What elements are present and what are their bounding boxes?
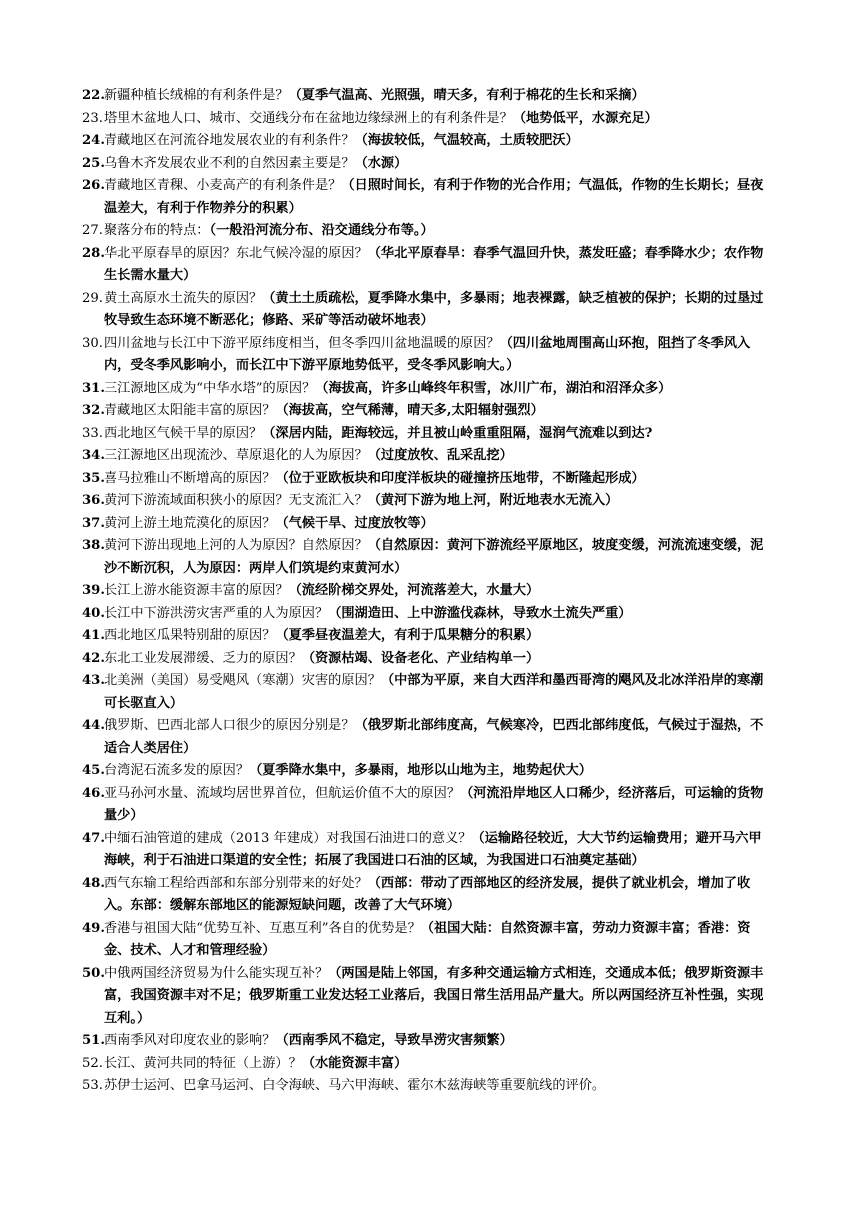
question-item [82, 400, 772, 423]
answer: （夏季降水集中，多暴雨，地形以山地为主，地势起伏大） [249, 763, 592, 778]
answer: （运输路径较近，大大节约运输费用；避开马六甲海峡，利于石油进口渠道的安全性；拓展了我国进口石油的区域，为我国进口石油奠定基础） [104, 830, 762, 868]
answer: （资源枯竭、设备老化、产业结构单一） [301, 650, 540, 666]
question-number: 30. [82, 335, 103, 351]
question-text [104, 400, 772, 423]
question-number: 40. [82, 605, 105, 621]
question: 青藏地区太阳能丰富的原因？ [104, 403, 276, 418]
answer: （西南季风不稳定，导致旱涝灾害频繁） [275, 1033, 513, 1048]
question-number: 41. [82, 628, 105, 643]
question: 中缅石油管道的建成（2013 年建成）对我国石油进口的意义？ [104, 830, 472, 846]
question: 三江源地区出现流沙、草原退化的人为原因？ [104, 448, 368, 463]
question-text [104, 153, 772, 176]
answer: （位于亚欧板块和印度洋板块的碰撞挤压地带，不断隆起形成） [275, 470, 645, 486]
question: 新疆种植长绒棉的有利条件是？ [104, 88, 289, 103]
question: 长江中下游洪涝灾害严重的人为原因？ [104, 605, 329, 621]
question-item [82, 220, 772, 243]
answer: （水源） [354, 155, 408, 171]
question-text [104, 715, 772, 760]
question-text [104, 220, 772, 243]
question-number: 43. [82, 673, 105, 688]
question-item [82, 918, 772, 963]
question-number: 53. [82, 1078, 103, 1093]
answer: （夏季气温高、光照强，晴天多，有利于棉花的生长和采摘） [288, 88, 645, 103]
question-item [82, 603, 772, 626]
question: 俄罗斯、巴西北部人口很少的原因分别是？ [104, 718, 355, 733]
question-text [104, 175, 772, 220]
answer: （夏季昼夜温差大，有利于瓜果糖分的积累） [275, 628, 540, 643]
question-number: 31. [82, 380, 105, 396]
question-number: 24. [82, 133, 105, 148]
question: 聚落分布的特点： [104, 223, 210, 238]
question-item [82, 513, 772, 536]
question-item [82, 108, 772, 131]
question-text [104, 828, 772, 873]
question-text [104, 108, 772, 131]
question: 长江、黄河共同的特征（上游）？ [104, 1055, 302, 1071]
answer: （河流沿岸地区人口稀少，经济落后，可运输的货物量少） [104, 785, 764, 823]
question-item [82, 85, 772, 108]
question-text [104, 1030, 772, 1053]
question: 黄河下游出现地上河的人为原因？自然原因？ [104, 538, 368, 553]
question-number: 25. [82, 155, 105, 171]
question-text [104, 963, 772, 1031]
question-item [82, 1030, 772, 1053]
question-text [104, 783, 772, 828]
question-item [82, 243, 772, 288]
answer: （黄河下游为地上河，附近地表水无流入） [367, 493, 619, 508]
answer: （深居内陆，距海较远，并且被山岭重重阻隔，湿润气流难以到达? [262, 425, 653, 441]
question-number: 28. [82, 245, 105, 261]
answer: （海拔较低，气温较高，土质较肥沃） [354, 133, 579, 148]
question: 黄土高原水土流失的原因？ [104, 290, 263, 306]
answer: （气候干旱、过度放牧等） [275, 515, 434, 531]
question-item [82, 535, 772, 580]
question: 喜马拉雅山不断增高的原因？ [104, 470, 276, 486]
question-item [82, 715, 772, 760]
question-text [104, 760, 772, 783]
question-number: 34. [82, 448, 105, 463]
question-text [104, 445, 772, 468]
question-item [82, 153, 772, 176]
answer: （西部：带动了西部地区的经济发展，提供了就业机会，增加了收入。东部：缓解东部地区的能源短缺问题，改善了大气环境） [104, 875, 751, 913]
question-text [104, 1075, 772, 1098]
question-item [82, 648, 772, 671]
question-text [104, 580, 772, 603]
question-number: 44. [82, 718, 105, 733]
question: 青藏地区在河流谷地发展农业的有利条件？ [104, 133, 355, 148]
question-number: 37. [82, 515, 105, 531]
question: 塔里木盆地人口、城市、交通线分布在盆地边缘绿洲上的有利条件是？ [104, 110, 513, 126]
question-text [104, 1053, 772, 1076]
answer: （祖国大陆：自然资源丰富，劳动力资源丰富；香港：资金、技术、人才和管理经验） [104, 920, 751, 958]
question-text [104, 85, 772, 108]
question: 黄河上游土地荒漠化的原因？ [104, 515, 276, 531]
question: 四川盆地与长江中下游平原纬度相当，但冬季四川盆地温暖的原因？ [104, 335, 500, 351]
question-number: 23. [82, 110, 103, 126]
question: 亚马孙河水量、流域均居世界首位，但航运价值不大的原因？ [104, 785, 461, 801]
question-text [104, 603, 772, 626]
question-number: 36. [82, 493, 105, 508]
question: 乌鲁木齐发展农业不利的自然因素主要是？ [104, 155, 355, 171]
question: 黄河下游流域面积狭小的原因？无支流汇入？ [104, 493, 368, 508]
question-text [104, 243, 772, 288]
question-item [82, 828, 772, 873]
question-item [82, 625, 772, 648]
question-item [82, 580, 772, 603]
question-text [104, 535, 772, 580]
question-number: 32. [82, 403, 105, 418]
question-text [104, 873, 772, 918]
question-number: 52. [82, 1055, 103, 1071]
answer: （华北平原春旱：春季气温回升快，蒸发旺盛；春季降水少；农作物生长需水量大） [104, 245, 764, 283]
question-number: 47. [82, 830, 105, 846]
question-number: 39. [82, 583, 105, 598]
question-number: 42. [82, 650, 105, 666]
answer: （围湖造田、上中游滥伐森林，导致水土流失严重） [328, 605, 632, 621]
question-item [82, 468, 772, 491]
question-number: 26. [82, 178, 105, 193]
question-item [82, 490, 772, 513]
answer: （一般沿河流分布、沿交通线分布等。） [209, 223, 434, 238]
question-number: 46. [82, 785, 105, 801]
answer: （地势低平，水源充足） [512, 110, 658, 126]
question-number: 27. [82, 223, 103, 238]
question: 西气东输工程给西部和东部分别带来的好处？ [104, 875, 368, 891]
question-text [104, 423, 772, 446]
answer: （四川盆地周围高山环抱，阻挡了冬季风入内，受冬季风影响小，而长江中下游平原地势低平，受冬季风影响大。） [104, 335, 751, 373]
question-text [104, 670, 772, 715]
answer: （日照时间长，有利于作物的光合作用；气温低，作物的生长期长；昼夜温差大，有利于作物养分的积累） [104, 178, 764, 216]
question-number: 49. [82, 920, 105, 936]
question-number: 33. [82, 425, 103, 441]
question-number: 48. [82, 875, 105, 891]
question-item [82, 378, 772, 401]
question-item [82, 783, 772, 828]
question-item [82, 333, 772, 378]
question-item [82, 445, 772, 468]
question: 西北地区瓜果特别甜的原因？ [104, 628, 276, 643]
question-number: 35. [82, 470, 105, 486]
answer: （黄土土质疏松，夏季降水集中，多暴雨；地表裸露，缺乏植被的保护；长期的过垦过牧导致生态环境不断恶化；修路、采矿等活动破坏地表） [104, 290, 764, 328]
question-text [104, 490, 772, 513]
question-number: 29. [82, 290, 103, 306]
question: 东北工业发展滞缓、乏力的原因？ [104, 650, 302, 666]
question-item [82, 963, 772, 1031]
question-item [82, 175, 772, 220]
question: 青藏地区青稞、小麦高产的有利条件是？ [104, 178, 342, 193]
question: 长江上游水能资源丰富的原因？ [104, 583, 289, 598]
question-text [104, 333, 772, 378]
answer: （水能资源丰富） [301, 1055, 408, 1071]
question-number: 22. [82, 88, 105, 103]
question-text [104, 648, 772, 671]
answer: （两国是陆上邻国，有多种交通运输方式相连，交通成本低；俄罗斯资源丰富，我国资源丰对不足；俄罗斯重工业发达轻工业落后，我国日常生活用品产量大。所以两国经济互补性强，实现互利。） [104, 965, 764, 1026]
question-number: 51. [82, 1033, 105, 1048]
question-item [82, 130, 772, 153]
question-text [104, 378, 772, 401]
question-text [104, 513, 772, 536]
question: 台湾泥石流多发的原因？ [104, 763, 250, 778]
question: 西北地区气候干旱的原因？ [104, 425, 263, 441]
answer: （海拔高，许多山峰终年积雪，冰川广布，湖泊和沼泽众多） [315, 380, 672, 396]
question-text [104, 288, 772, 333]
question: 西南季风对印度农业的影响？ [104, 1033, 276, 1048]
question: 中俄两国经济贸易为什么能实现互补？ [104, 965, 329, 981]
question-text [104, 625, 772, 648]
question: 华北平原春旱的原因？东北气候冷湿的原因？ [104, 245, 368, 261]
question-item [82, 1053, 772, 1076]
answer: （俄罗斯北部纬度高，气候寒冷，巴西北部纬度低，气候过于湿热，不适合人类居住） [104, 718, 764, 756]
question-item [82, 760, 772, 783]
question-item [82, 873, 772, 918]
answer: （中部为平原，来自大西洋和墨西哥湾的飓风及北冰洋沿岸的寒潮可长驱直入） [104, 673, 764, 711]
question-item [82, 423, 772, 446]
question: 北美洲（美国）易受飓风（寒潮）灾害的原因？ [104, 673, 381, 688]
question-item [82, 670, 772, 715]
answer: （海拔高，空气稀薄，晴天多,太阳辐射强烈） [275, 403, 544, 418]
question-list [82, 85, 772, 1098]
question-number: 50. [82, 965, 105, 981]
question-number: 45. [82, 763, 105, 778]
question: 香港与祖国大陆“优势互补、互惠互利”各自的优势是？ [104, 920, 421, 936]
question-text [104, 130, 772, 153]
question-number: 38. [82, 538, 105, 553]
question-text [104, 468, 772, 491]
question-item [82, 288, 772, 333]
question-item [82, 1075, 772, 1098]
question: 苏伊士运河、巴拿马运河、白令海峡、马六甲海峡、霍尔木兹海峡等重要航线的评价。 [104, 1078, 606, 1093]
question: 三江源地区成为“中华水塔”的原因？ [104, 380, 316, 396]
answer: （自然原因：黄河下游流经平原地区，坡度变缓，河流流速变缓，泥沙不断沉积，人为原因：两岸人们筑堤约束黄河水） [104, 538, 764, 576]
answer: （流经阶梯交界处，河流落差大，水量大） [288, 583, 540, 598]
answer: （过度放牧、乱采乱挖） [367, 448, 513, 463]
question-text [104, 918, 772, 963]
